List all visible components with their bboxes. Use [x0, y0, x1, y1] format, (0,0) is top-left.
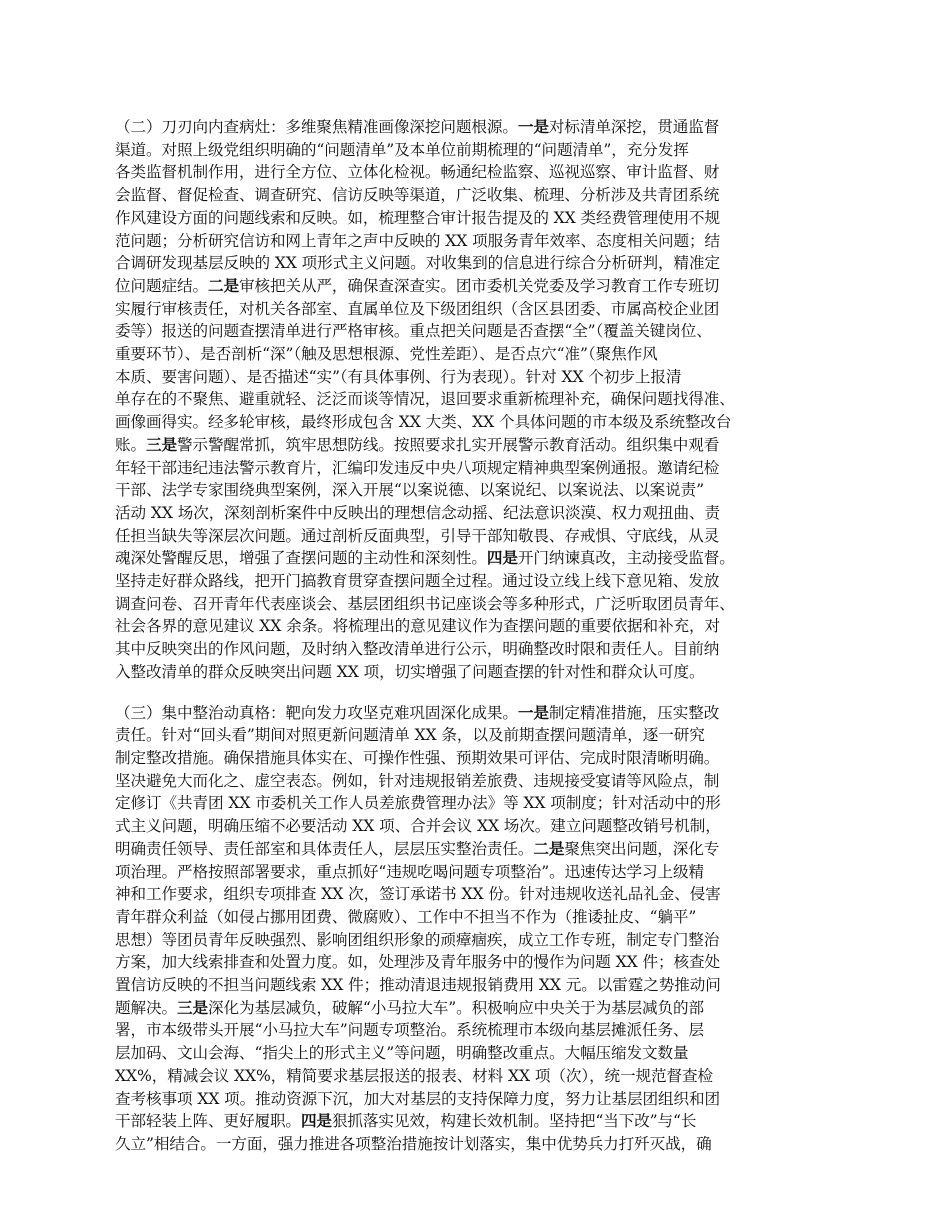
text-run: 式主义问题，明确压缩不必要活动 XX 项、合并会议 XX 场次。建立问题整改销号机制，: [115, 817, 721, 836]
section-3-paragraph: [115, 702, 840, 1156]
text-line: [115, 1042, 840, 1065]
text-line: [115, 275, 840, 298]
text-line: [115, 139, 840, 162]
text-run: 青年群众利益（如侵占挪用团费、微腐败）、工作中不担当不作为（推诿扯皮、“躺平”: [115, 907, 697, 926]
text-run: 干部轻装上阵、更好履职。: [115, 1112, 301, 1131]
text-run: 方案，加大线索排查和处置力度。如，处理涉及青年服务中的慢作为问题 XX 件；核查处: [115, 953, 720, 972]
bold-lead-phrase: 二是: [533, 838, 565, 858]
text-run: 账。: [115, 435, 146, 454]
text-run: 开门纳谏真改，主动接受监督。: [517, 549, 735, 568]
text-run: 思想）等团员青年反映强烈、影响团组织形象的顽瘴痼疾，成立工作专班，制定专门整治: [115, 930, 720, 949]
text-run: 作风建设方面的问题线索和反映。如，梳理整合审计报告提及的 XX 类经费管理使用不规: [115, 208, 720, 227]
text-line: [115, 974, 840, 997]
text-line: [115, 161, 840, 184]
text-run: 单存在的不聚焦、避重就轻、泛泛而谈等情况，退回要求重新梳理补充，确保问题找得准、: [115, 390, 735, 409]
text-run: 项治理。严格按照部署要求，重点抓好“违规吃喝问题专项整治”。迅速传达学习上级精: [115, 862, 705, 881]
text-run: 本质、要害问题）、是否描述“实”（有具体事例、行为表现）。针对 XX 个初步上报清: [115, 367, 682, 386]
text-line: [115, 116, 840, 139]
text-line: [115, 252, 840, 275]
text-line: [115, 929, 840, 952]
text-run: 活动 XX 场次，深刻剖析案件中反映出的理想信念动摇、纪法意识淡漠、权力观扭曲、责: [115, 503, 720, 522]
text-run: 制定整改措施。确保措施具体实在、可操作性强、预期效果可评估、完成时限清晰明确。: [115, 748, 720, 767]
text-line: [115, 615, 840, 638]
bold-lead-phrase: 四是: [486, 548, 518, 568]
text-line: [115, 661, 840, 684]
text-line: [115, 861, 840, 884]
text-line: [115, 570, 840, 593]
text-line: [115, 792, 840, 815]
text-line: [115, 298, 840, 321]
text-line: [115, 457, 840, 480]
text-line: [115, 815, 840, 838]
text-run: 责任。针对“回头看”期间对照更新问题清单 XX 条，以及前期查摆问题清单，逐一研究: [115, 726, 705, 745]
text-run: 深化为基层减负，破解“小马拉大车”。积极响应中央关于为基层减负的部: [207, 998, 705, 1017]
text-run: 层加码、文山会海、“指尖上的形式主义”等问题，明确整改重点。大幅压缩发文数量: [115, 1044, 689, 1063]
text-line: [115, 502, 840, 525]
text-line: [115, 1133, 840, 1156]
text-run: 魂深处警醒反思，增强了查摆问题的主动性和深刻性。: [115, 549, 487, 568]
text-run: 题解决。: [115, 998, 177, 1017]
text-run: 年轻干部违纪违法警示教育片，汇编印发违反中央八项规定精神典型案例通报。邀请纪检: [115, 458, 720, 477]
text-line: [115, 320, 840, 343]
text-line: [115, 770, 840, 793]
text-line: [115, 207, 840, 230]
text-line: [115, 184, 840, 207]
text-run: 干部、法学专家围绕典型案例，深入开展“以案说德、以案说纪、以案说法、以案说责”: [115, 481, 705, 500]
text-run: （三）集中整治动真格：靶向发力攻坚克难巩固深化成果。: [115, 703, 518, 722]
text-line: [115, 838, 840, 861]
text-line: [115, 724, 840, 747]
text-line: [115, 411, 840, 434]
text-run: 调查问卷、召开青年代表座谈会、基层团组织书记座谈会等多种形式，广泛听取团员青年、: [115, 594, 735, 613]
text-run: 委等）报送的问题查摆清单进行严格审核。重点把关问题是否查摆“全”（覆盖关键岗位、: [115, 322, 712, 341]
text-run: 合调研发现基层反映的 XX 项形式主义问题。对收集到的信息进行综合分析研判，精准定: [115, 254, 720, 273]
text-line: [115, 343, 840, 366]
text-run: 制定精准措施，压实整改: [548, 703, 720, 722]
text-run: 查考核事项 XX 项。推动资源下沉，加大对基层的支持保障力度，努力让基层团组织和团: [115, 1089, 720, 1108]
text-run: 范问题；分析研究信访和网上青年之声中反映的 XX 项服务青年效率、态度相关问题；结: [115, 231, 720, 250]
text-run: 其中反映突出的作风问题，及时纳入整改清单进行公示，明确整改时限和责任人。目前纳: [115, 640, 720, 659]
text-run: 会监督、督促检查、调查研究、信访反映等渠道，广泛收集、梳理、分析涉及共青团系统: [115, 186, 720, 205]
text-run: 坚决避免大而化之、虚空表态。例如，针对违规报销差旅费、违规接受宴请等风险点，制: [115, 771, 720, 790]
text-line: [115, 747, 840, 770]
text-run: 坚持走好群众路线，把开门搞教育贯穿查摆问题全过程。通过设立线上线下意见箱、发放: [115, 572, 720, 591]
text-run: 重要环节）、是否剖析“深”（触及思想根源、党性差距）、是否点穴“准”（聚焦作风: [115, 345, 658, 364]
text-run: 审核把关从严，确保查深查实。团市委机关党委及学习教育工作专班切: [238, 276, 720, 295]
text-line: [115, 388, 840, 411]
text-line: [115, 547, 840, 570]
bold-lead-phrase: 二是: [207, 275, 239, 295]
text-line: [115, 230, 840, 253]
text-run: 画像画得实。经多轮审核，最终形成包含 XX 大类、XX 个具体问题的市本级及系统整改台: [115, 413, 732, 432]
text-line: [115, 525, 840, 548]
document-page: [115, 116, 840, 1156]
text-run: 渠道。对照上级党组织明确的“问题清单”及本单位前期梳理的“问题清单”，充分发挥: [115, 140, 689, 159]
text-run: 入整改清单的群众反映突出问题 XX 项，切实增强了问题查摆的针对性和群众认可度。: [115, 662, 705, 681]
text-line: [115, 702, 840, 725]
bold-lead-phrase: 一是: [517, 117, 549, 136]
text-line: [115, 883, 840, 906]
text-line: [115, 366, 840, 389]
text-line: [115, 951, 840, 974]
bold-lead-phrase: 一是: [517, 702, 549, 722]
text-line: [115, 906, 840, 929]
text-run: 实履行审核责任，对机关各部室、直属单位及下级团组织（含区县团委、市属高校企业团: [115, 299, 720, 318]
text-run: 明确责任领导、责任部室和具体责任人，层层压实整治责任。: [115, 839, 534, 858]
text-line: [115, 1065, 840, 1088]
text-line: [115, 593, 840, 616]
bold-lead-phrase: 三是: [176, 997, 208, 1017]
text-run: 神和工作要求，组织专项排查 XX 次，签订承诺书 XX 份。针对违规收送礼品礼金、侵害: [115, 885, 721, 904]
text-run: 位问题症结。: [115, 276, 208, 295]
text-run: 久立”相结合。一方面，强力推进各项整治措施按计划落实，集中优势兵力打歼灭战，确: [115, 1134, 712, 1153]
text-run: （二）刀刃向内查病灶：多维聚焦精准画像深挖问题根源。: [115, 118, 518, 136]
text-line: [115, 997, 840, 1020]
text-run: 定修订《共青团 XX 市委机关工作人员差旅费管理办法》等 XX 项制度；针对活动中的形: [115, 794, 721, 813]
text-run: 社会各界的意见建议 XX 余条。将梳理出的意见建议作为查摆问题的重要依据和补充，对: [115, 617, 720, 636]
text-run: 警示警醒常抓，筑牢思想防线。按照要求扎实开展警示教育活动。组织集中观看: [177, 435, 720, 454]
text-run: 狠抓落实见效，构建长效机制。坚持把“当下改”与“长: [331, 1112, 697, 1131]
section-2-paragraph: [115, 116, 840, 684]
text-line: [115, 479, 840, 502]
text-run: 署，市本级带头开展“小马拉大车”问题专项整治。系统梳理市本级向基层摊派任务、层: [115, 1021, 705, 1040]
text-run: 任担当缺失等深层次问题。通过剖析反面典型，引导干部知敬畏、存戒惧、守底线，从灵: [115, 526, 720, 545]
text-run: XX%，精减会议 XX%，精简要求基层报送的报表、材料 XX 项（次），统一规范督查检: [115, 1066, 714, 1085]
text-line: [115, 434, 840, 457]
text-line: [115, 1088, 840, 1111]
text-line: [115, 1019, 840, 1042]
text-run: 聚焦突出问题，深化专: [564, 839, 720, 858]
text-run: 对标清单深挖，贯通监督: [548, 118, 720, 136]
bold-lead-phrase: 三是: [146, 434, 177, 454]
bold-lead-phrase: 四是: [300, 1111, 332, 1131]
text-line: [115, 638, 840, 661]
paragraph-gap: [115, 684, 840, 702]
text-run: 置信访反映的不担当问题线索 XX 件；推动清退违规报销费用 XX 元。以雷霆之势推动问: [115, 976, 721, 995]
text-run: 各类监督机制作用，进行全方位、立体化检视。畅通纪检监察、巡视巡察、审计监督、财: [115, 163, 720, 182]
text-line: [115, 1110, 840, 1133]
